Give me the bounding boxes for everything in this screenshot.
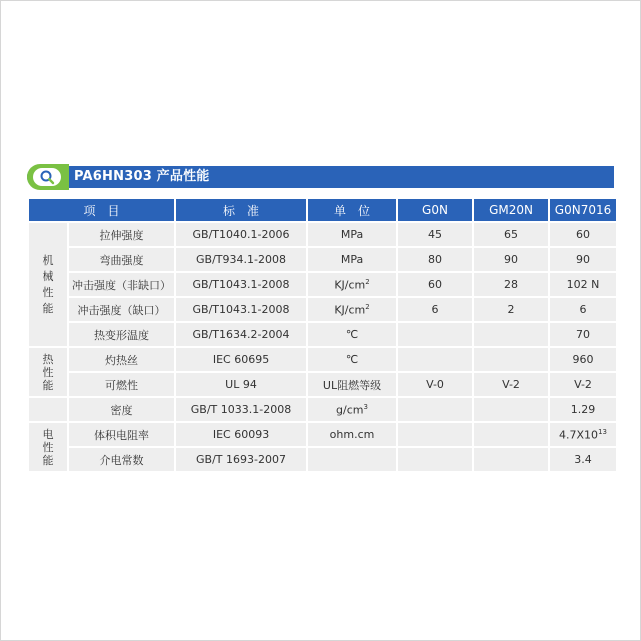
unit-text: KJ/cm [334,278,366,292]
table-row [29,373,616,396]
row-gm20n: 65 [474,223,548,246]
unit-superscript: 2 [365,302,370,311]
category-mechanical: 机 械 性 能 [29,223,67,346]
category-thermal: 热 性 能 [29,348,67,396]
row-unit: MPa [308,248,396,271]
row-unit [308,448,396,471]
table-row [29,223,616,246]
table-row [29,273,616,296]
category-empty [29,398,67,421]
row-name: 拉伸强度 [69,223,174,246]
row-g0n: 60 [398,273,472,296]
table-row [29,348,616,371]
properties-table [27,197,618,473]
row-name: 弯曲强度 [69,248,174,271]
header-standard: 标 准 [176,199,306,221]
row-standard: GB/T 1693-2007 [176,448,306,471]
value-superscript: 13 [598,427,607,436]
row-name: 密度 [69,398,174,421]
row-g0n [398,448,472,471]
row-unit: ℃ [308,323,396,346]
row-g0n [398,398,472,421]
header-g0n: G0N [398,199,472,221]
row-standard: UL 94 [176,373,306,396]
row-standard: GB/T1043.1-2008 [176,273,306,296]
row-g0n: 80 [398,248,472,271]
row-unit [308,273,396,296]
row-name: 冲击强度（缺口） [69,298,174,321]
row-gm20n [474,423,548,446]
row-gm20n [474,348,548,371]
table-row [29,398,616,421]
category-electrical: 电 性 能 [29,423,67,471]
row-standard: IEC 60093 [176,423,306,446]
row-g0n7016: 960 [550,348,616,371]
row-gm20n: 28 [474,273,548,296]
row-gm20n: 90 [474,248,548,271]
header-gm20n: GM20N [474,199,548,221]
row-standard: GB/T1040.1-2006 [176,223,306,246]
row-gm20n [474,398,548,421]
row-g0n7016: 3.4 [550,448,616,471]
row-gm20n [474,448,548,471]
row-g0n: 45 [398,223,472,246]
header-row [29,199,616,221]
search-icon [33,168,61,186]
row-unit: ℃ [308,348,396,371]
row-name: 灼热丝 [69,348,174,371]
row-unit [308,398,396,421]
row-name: 介电常数 [69,448,174,471]
row-g0n7016: 70 [550,323,616,346]
row-name: 可燃性 [69,373,174,396]
row-standard: IEC 60695 [176,348,306,371]
header-item: 项 目 [29,199,174,221]
row-unit: ohm.cm [308,423,396,446]
row-unit [308,298,396,321]
header-g0n7016: G0N7016 [550,199,616,221]
unit-text: KJ/cm [334,303,366,317]
row-g0n7016: 60 [550,223,616,246]
unit-superscript: 2 [365,277,370,286]
row-unit: MPa [308,223,396,246]
unit-text: g/cm [336,403,364,417]
row-g0n7016: 102 N [550,273,616,296]
row-unit: UL阻燃等级 [308,373,396,396]
row-g0n [398,323,472,346]
value-text: 4.7X10 [559,428,599,442]
table-row [29,423,616,446]
row-g0n7016: 1.29 [550,398,616,421]
page-title: PA6HN303 产品性能 [74,169,210,184]
row-g0n7016 [550,423,616,446]
row-name: 热变形温度 [69,323,174,346]
row-gm20n: V-2 [474,373,548,396]
row-gm20n [474,323,548,346]
table-row [29,448,616,471]
row-g0n: V-0 [398,373,472,396]
table-row [29,323,616,346]
header-unit: 单 位 [308,199,396,221]
row-name: 冲击强度（非缺口） [69,273,174,296]
row-standard: GB/T 1033.1-2008 [176,398,306,421]
row-standard: GB/T1634.2-2004 [176,323,306,346]
row-name: 体积电阻率 [69,423,174,446]
row-g0n: 6 [398,298,472,321]
row-g0n [398,423,472,446]
row-g0n7016: 6 [550,298,616,321]
row-g0n7016: 90 [550,248,616,271]
row-gm20n: 2 [474,298,548,321]
table-row [29,248,616,271]
unit-superscript: 3 [363,402,368,411]
row-g0n [398,348,472,371]
row-standard: GB/T934.1-2008 [176,248,306,271]
table-row [29,298,616,321]
row-g0n7016: V-2 [550,373,616,396]
row-standard: GB/T1043.1-2008 [176,298,306,321]
